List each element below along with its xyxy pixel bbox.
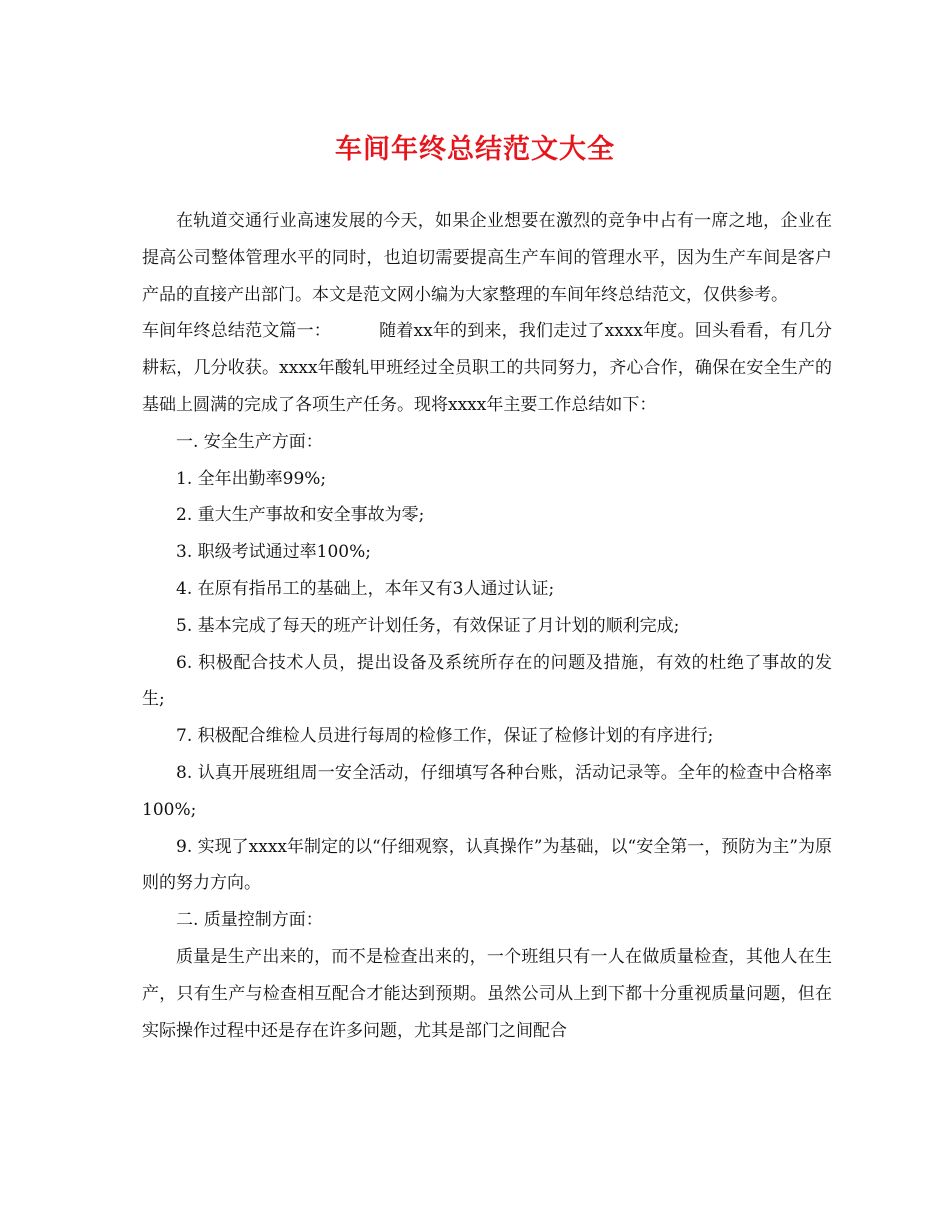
section1-item: 1. 全年出勤率99%; (176, 468, 327, 489)
section1-item: 6. 积极配合技术人员，提出设备及系统所存在的问题及措施，有效的杜绝了事故的发生; (142, 652, 832, 710)
article-opening-text: 随着xx年的到来，我们走过了xxxx年度。回头看看，有几分耕耘，几分收获。xxxx年酸轧甲班经过全员职工的共同努力，齐心合作，确保在安全生产的基础上圆满的完成了各项生产任务。现将xxxx年主要工作总结如下： (142, 321, 832, 415)
section1-item: 9. 实现了xxxx年制定的以“仔细观察，认真操作”为基础，以“安全第一，预防为主”为原则的努力方向。 (142, 836, 832, 894)
section1-item: 4. 在原有指吊工的基础上，本年又有3人通过认证; (176, 578, 555, 599)
document-title: 车间年终总结范文大全 (335, 134, 615, 165)
section1-item: 8. 认真开展班组周一安全活动，仔细填写各种台账，活动记录等。全年的检查中合格率100%; (142, 762, 832, 820)
section2-paragraph: 质量是生产出来的，而不是检查出来的，一个班组只有一人在做质量检查，其他人在生产，只有生产与检查相互配合才能达到预期。虽然公司从上到下都十分重视质量问题，但在实际操作过程中还是存在许多问题，尤其是部门之间配合 (142, 946, 832, 1041)
section1-item: 2. 重大生产事故和安全事故为零; (176, 505, 425, 526)
section1-item: 3. 职级考试通过率100%; (176, 542, 371, 563)
article-opening-paragraph (142, 313, 832, 423)
intro-paragraph: 在轨道交通行业高速发展的今天，如果企业想要在激烈的竞争中占有一席之地，企业在提高公司整体管理水平的同时，也迫切需要提高生产车间的管理水平，因为生产车间是客户产品的直接产出部门。本文是范文网小编为大家整理的车间年终总结范文，仅供参考。 (142, 211, 832, 305)
section1-heading: 一. 安全生产方面： (176, 431, 323, 452)
section1-item: 5. 基本完成了每天的班产计划任务，有效保证了月计划的顺利完成; (176, 615, 680, 636)
section2-heading: 二. 质量控制方面： (176, 910, 323, 931)
article-label: 车间年终总结范文篇一： (142, 321, 331, 342)
section1-item: 7. 积极配合维检人员进行每周的检修工作，保证了检修计划的有序进行; (176, 726, 714, 747)
document-body (142, 203, 832, 1049)
